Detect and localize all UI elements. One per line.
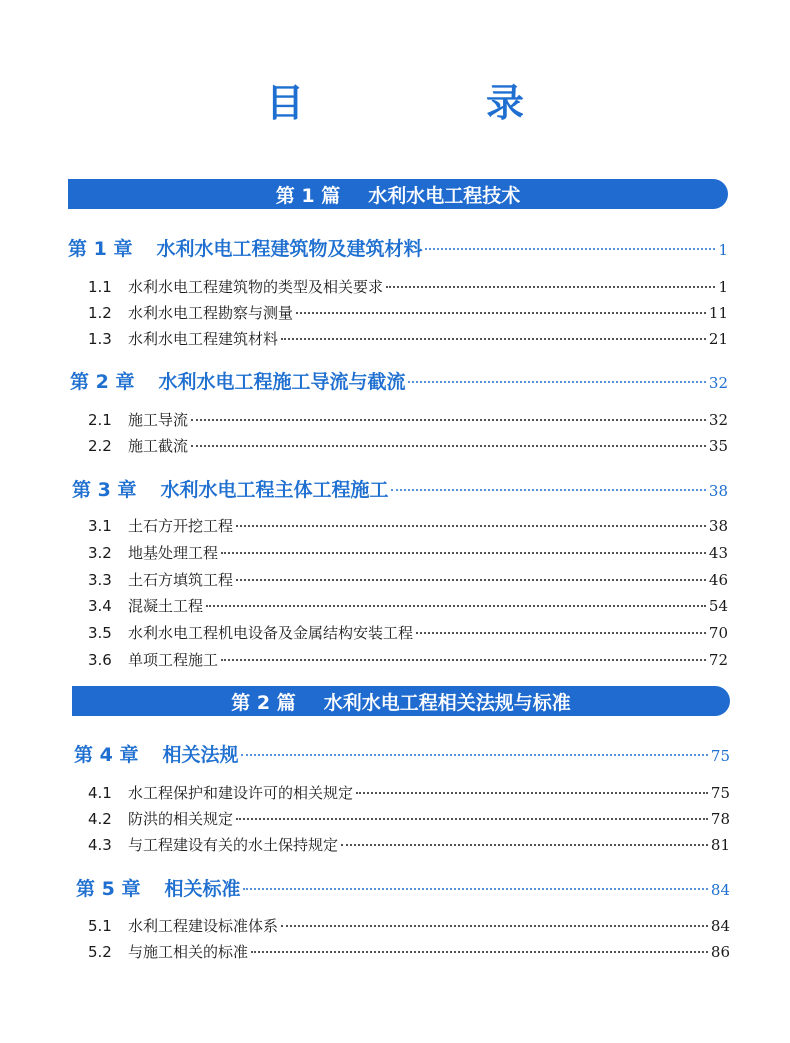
section-page: 43 (708, 544, 728, 562)
section-title: 水利水电工程建筑材料 (128, 330, 279, 348)
section-page: 81 (710, 836, 730, 854)
chapter-number: 第 2 章 (70, 371, 135, 393)
dot-leader (341, 844, 708, 846)
dot-leader (281, 925, 708, 927)
toc-section[interactable] (88, 276, 728, 297)
toc-section[interactable] (88, 782, 730, 803)
toc-chapter-3[interactable] (72, 475, 728, 502)
section-title: 单项工程施工 (128, 651, 219, 669)
section-title: 土石方填筑工程 (128, 571, 234, 589)
dot-leader (243, 888, 707, 890)
section-title: 水利水电工程建筑物的类型及相关要求 (128, 278, 384, 296)
page-title: 目 录 (265, 81, 596, 125)
section-title: 防洪的相关规定 (128, 810, 234, 828)
section-title: 水工程保护和建设许可的相关规定 (128, 784, 354, 802)
toc-chapter-1[interactable] (68, 234, 728, 261)
part-number: 第 2 篇 (231, 691, 296, 714)
chapter-number: 第 4 章 (74, 744, 139, 766)
chapter-number: 第 3 章 (72, 479, 137, 501)
toc-section[interactable] (88, 915, 730, 936)
dot-leader (206, 605, 706, 607)
part-banner-1 (68, 179, 728, 209)
dot-leader (391, 489, 705, 491)
dot-leader (356, 792, 708, 794)
toc-section[interactable] (88, 622, 728, 643)
toc-section[interactable] (88, 834, 730, 855)
chapter-page: 38 (708, 482, 728, 500)
section-page: 38 (708, 517, 728, 535)
section-title: 施工导流 (128, 411, 189, 429)
toc-section[interactable] (88, 595, 728, 616)
dot-leader (236, 818, 708, 820)
chapter-page: 32 (708, 374, 728, 392)
dot-leader (241, 754, 707, 756)
section-page: 70 (708, 624, 728, 642)
chapter-page: 84 (710, 881, 730, 899)
dot-leader (221, 659, 706, 661)
dot-leader (416, 632, 706, 634)
section-page: 21 (708, 330, 728, 348)
toc-section[interactable] (88, 435, 728, 456)
section-number: 3.6 (88, 651, 112, 669)
section-title: 与工程建设有关的水土保持规定 (128, 836, 339, 854)
dot-leader (408, 381, 705, 383)
dot-leader (386, 286, 715, 288)
chapter-number: 第 5 章 (76, 878, 141, 900)
section-number: 1.2 (88, 304, 112, 322)
section-page: 84 (710, 917, 730, 935)
section-page: 72 (708, 651, 728, 669)
toc-section[interactable] (88, 649, 728, 670)
section-number: 4.1 (88, 784, 112, 802)
section-number: 1.1 (88, 278, 112, 296)
toc-chapter-5[interactable] (76, 874, 730, 901)
section-number: 4.2 (88, 810, 112, 828)
section-title: 施工截流 (128, 437, 189, 455)
dot-leader (221, 552, 706, 554)
part-title: 水利水电工程技术 (368, 184, 521, 207)
toc-section[interactable] (88, 409, 728, 430)
section-number: 3.2 (88, 544, 112, 562)
dot-leader (236, 525, 706, 527)
toc-section[interactable] (88, 328, 728, 349)
dot-leader (191, 419, 706, 421)
toc-section[interactable] (88, 515, 728, 536)
dot-leader (236, 579, 706, 581)
dot-leader (281, 338, 706, 340)
dot-leader (191, 445, 706, 447)
section-page: 35 (708, 437, 728, 455)
chapter-title: 相关标准 (164, 878, 241, 900)
toc-section[interactable] (88, 302, 728, 323)
section-page: 11 (708, 304, 728, 322)
toc-section[interactable] (88, 941, 730, 962)
section-number: 3.3 (88, 571, 112, 589)
chapter-title: 水利水电工程主体工程施工 (160, 479, 389, 501)
section-number: 3.4 (88, 597, 112, 615)
section-title: 地基处理工程 (128, 544, 219, 562)
part-number: 第 1 篇 (275, 184, 341, 207)
section-number: 3.1 (88, 517, 112, 535)
section-title: 水利水电工程勘察与测量 (128, 304, 294, 322)
section-title: 混凝土工程 (128, 597, 204, 615)
section-page: 78 (710, 810, 730, 828)
chapter-page: 75 (710, 747, 730, 765)
section-page: 46 (708, 571, 728, 589)
toc-chapter-2[interactable] (70, 367, 728, 394)
section-title: 与施工相关的标准 (128, 943, 249, 961)
toc-section[interactable] (88, 542, 728, 563)
section-page: 32 (708, 411, 728, 429)
chapter-title: 水利水电工程建筑物及建筑材料 (156, 238, 423, 260)
section-number: 2.2 (88, 437, 112, 455)
part-title: 水利水电工程相关法规与标准 (323, 691, 571, 714)
section-number: 1.3 (88, 330, 112, 348)
part-banner-2 (72, 686, 730, 716)
section-title: 水利水电工程机电设备及金属结构安装工程 (128, 624, 414, 642)
section-number: 5.1 (88, 917, 112, 935)
chapter-title: 水利水电工程施工导流与截流 (158, 371, 406, 393)
section-number: 4.3 (88, 836, 112, 854)
toc-section[interactable] (88, 808, 730, 829)
section-page: 1 (718, 278, 728, 296)
dot-leader (425, 248, 715, 250)
toc-section[interactable] (88, 569, 728, 590)
section-number: 3.5 (88, 624, 112, 642)
chapter-number: 第 1 章 (68, 238, 133, 260)
section-page: 86 (710, 943, 730, 961)
section-page: 75 (710, 784, 730, 802)
section-page: 54 (708, 597, 728, 615)
section-title: 水利工程建设标准体系 (128, 917, 279, 935)
chapter-page: 1 (718, 241, 728, 259)
dot-leader (251, 951, 708, 953)
dot-leader (296, 312, 706, 314)
chapter-title: 相关法规 (162, 744, 239, 766)
section-number: 5.2 (88, 943, 112, 961)
toc-chapter-4[interactable] (74, 740, 730, 767)
section-number: 2.1 (88, 411, 112, 429)
section-title: 土石方开挖工程 (128, 517, 234, 535)
